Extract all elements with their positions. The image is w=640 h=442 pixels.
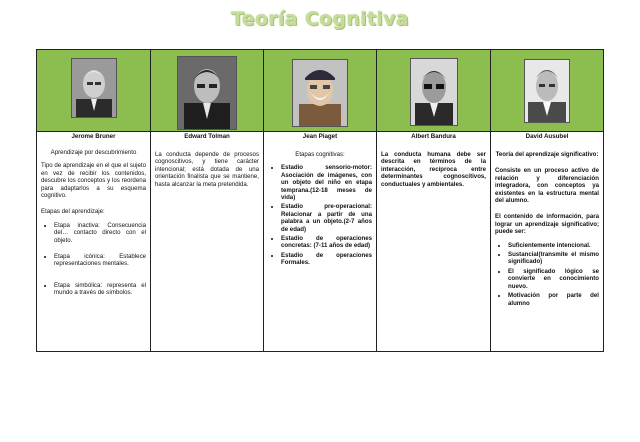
column-tolman — [151, 132, 264, 352]
bruner-stages-label: Etapas del aprendizaje: — [41, 208, 105, 216]
column-piaget — [264, 132, 377, 352]
list-item: • Estadio de operaciones Formales. — [281, 252, 372, 267]
list-item: • Suficientemente intencional. — [508, 242, 599, 249]
column-bandura — [377, 132, 491, 352]
portrait-tolman — [177, 56, 237, 130]
content-row — [37, 132, 604, 352]
theory-table — [36, 49, 604, 352]
list-item: • Estadio sensorio-motor: Asociación de imágenes, con un objeto del niño en etapa temprana.(12-18 meses de vida) — [281, 164, 372, 201]
piaget-stages-list — [268, 164, 372, 266]
column-ausubel — [491, 132, 604, 352]
list-item: • Estadio de operaciones concretas: (7-11 años de edad) — [281, 235, 372, 250]
portrait-bruner — [71, 58, 117, 118]
author-name: Jean Piaget — [302, 133, 338, 140]
author-name: David Ausubel — [525, 133, 569, 140]
portrait-ausubel — [524, 59, 570, 123]
list-item: • Motivación por parte del alumno — [508, 292, 599, 307]
piaget-heading: Etapas cognitivas: — [295, 151, 345, 158]
tolman-text: La conducta depende de procesos cognoscitivos, y tiene carácter intencional; está dotada de una orientación finalista que se mantiene, hasta alcanzar la meta pretendida. — [155, 151, 259, 188]
list-item: • El significado lógico se convierte en conocimiento nuevo. — [508, 268, 599, 290]
ausubel-heading: Teoría del aprendizaje significativo: — [495, 151, 599, 158]
list-item: • Estadio pre-operacional: Relacionar a partir de una palabra a un objeto.(2-7 años de edad) — [281, 203, 372, 233]
photo-cell-bruner — [37, 50, 151, 132]
page-title: Teoría Cognitiva — [231, 8, 409, 30]
author-name: Jerome Bruner — [71, 133, 116, 140]
bruner-heading: Aprendizaje por descubrimiento — [50, 149, 137, 156]
ausubel-p2: El contenido de información, para lograr un aprendizaje significativo; puede ser: — [495, 213, 599, 236]
photo-cell-ausubel — [491, 50, 604, 132]
ausubel-list — [495, 242, 599, 307]
column-bruner — [37, 132, 151, 352]
list-item: • Etapa simbólica: representa el mundo a través de símbolos. — [54, 282, 146, 297]
list-item: • Etapa inactiva: Consecuencia del… contacto directo con el objeto. — [54, 222, 146, 244]
bruner-stages-list — [41, 222, 146, 297]
list-item: • Sustancial(transmite el mismo significado) — [508, 251, 599, 266]
photo-cell-piaget — [264, 50, 377, 132]
ausubel-p1: Consiste en un proceso activo de relación y diferenciación integradora, con conceptos ya existentes en la estructura mental del alumno. — [495, 167, 599, 205]
photo-cell-bandura — [377, 50, 491, 132]
author-name: Albert Bandura — [411, 133, 456, 140]
photo-cell-tolman — [151, 50, 264, 132]
author-name: Edward Tolman — [184, 133, 230, 140]
list-item: • Etapa icónica: Establece representaciones mentales. — [54, 253, 146, 268]
portrait-bandura — [410, 58, 458, 126]
photo-row — [37, 50, 604, 132]
bruner-intro: Tipo de aprendizaje en el que el sujeto en vez de recibir los contenidos, descubre los conceptos y los reordena para adaptarlos a su esquema cognitivo. — [41, 162, 146, 200]
bandura-text: La conducta humana debe ser descrita en términos de la interacción, recíproca entre determinantes cognoscitivos, conductuales y ambientales. — [381, 151, 486, 188]
portrait-piaget — [292, 59, 348, 127]
